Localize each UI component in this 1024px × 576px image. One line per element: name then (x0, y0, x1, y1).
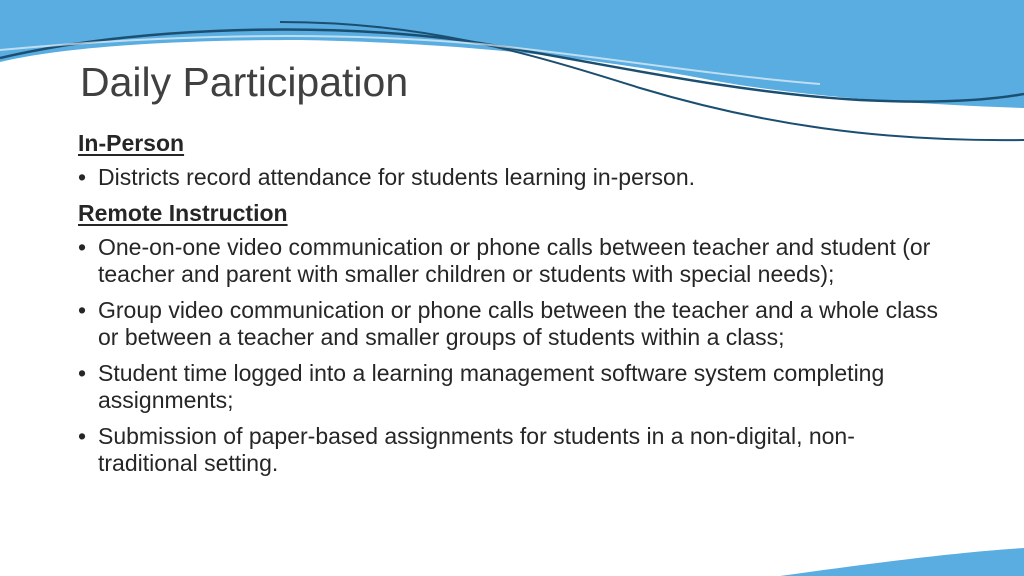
section-heading-in-person: In-Person (78, 130, 185, 156)
remote-instruction-bullet-list (78, 234, 948, 477)
bullet-icon: • (78, 297, 87, 323)
bullet-text: Submission of paper-based assignments for students in a non-digital, non-traditional setting. (98, 423, 855, 476)
list-item (78, 360, 948, 414)
slide-body (78, 130, 948, 486)
bullet-icon: • (78, 164, 87, 190)
bullet-text: One-on-one video communication or phone calls between teacher and student (or teacher and parent with smaller children or students with special needs); (98, 234, 931, 287)
section-heading-remote-instruction: Remote Instruction (78, 200, 288, 226)
list-item (78, 297, 948, 351)
in-person-bullet-list (78, 164, 948, 191)
slide-title: Daily Participation (80, 59, 409, 105)
footer-wave-fill (780, 548, 1024, 576)
list-item (78, 423, 948, 477)
bullet-icon: • (78, 423, 87, 449)
bullet-icon: • (78, 360, 87, 386)
bullet-text: Districts record attendance for students learning in-person. (98, 164, 696, 190)
list-item (78, 164, 948, 191)
bullet-text: Group video communication or phone calls between the teacher and a whole class or between a teacher and smaller groups of students within a class; (98, 297, 938, 350)
bullet-text: Student time logged into a learning management software system completing assignments; (98, 360, 885, 413)
bullet-icon: • (78, 234, 87, 260)
list-item (78, 234, 948, 288)
